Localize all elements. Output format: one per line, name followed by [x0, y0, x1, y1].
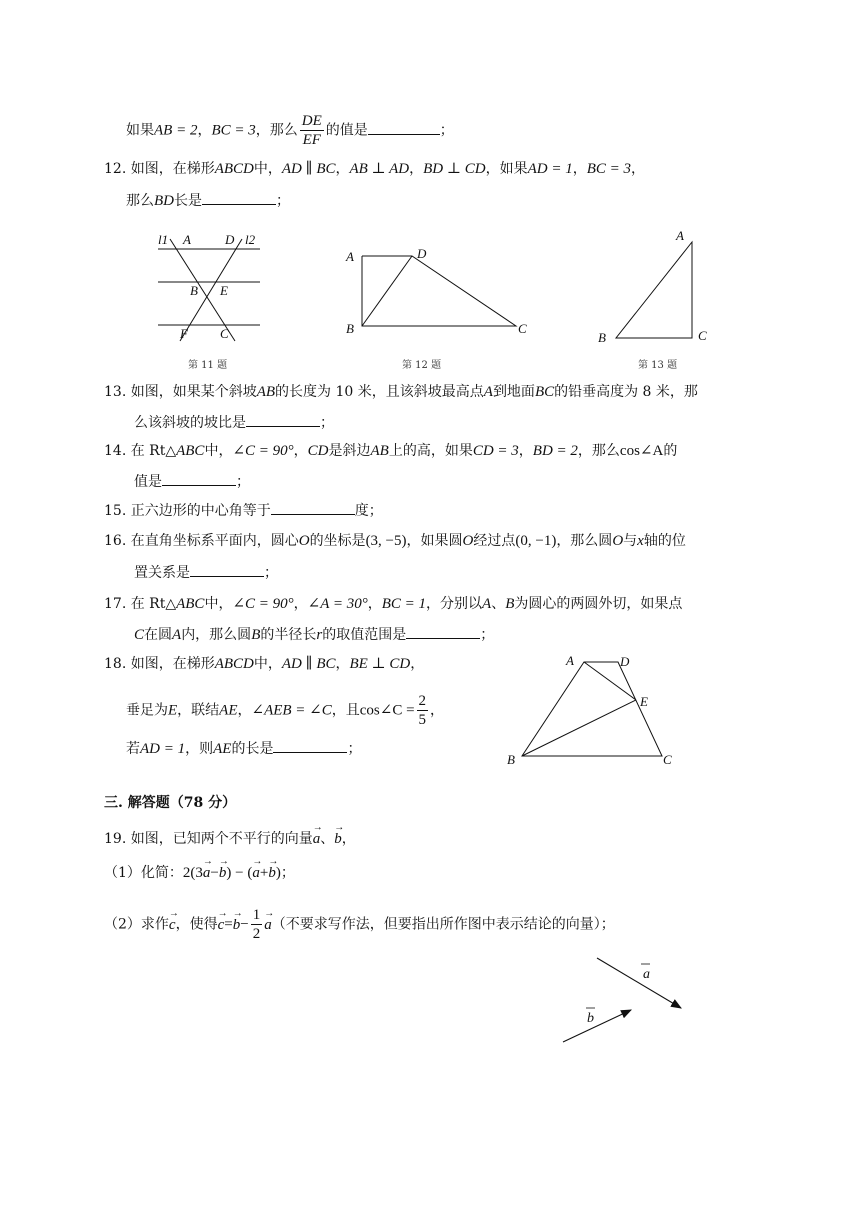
q14-var: ABC [176, 443, 205, 459]
q16-line1 [104, 531, 686, 551]
q17-var: ABC [176, 596, 205, 612]
q14-number: 14. [104, 443, 127, 459]
q18-text: 垂足为 [126, 702, 168, 719]
q18-expr: BE ⊥ CD [349, 656, 411, 672]
q13-text: 的铅垂高度为 8 米，那 [554, 384, 698, 400]
q12-end: ； [276, 193, 290, 209]
q17-text: 为圆心的两圆外切，如果点 [514, 596, 683, 612]
q18-sep: ， [430, 702, 445, 719]
q17-var: C [134, 627, 145, 643]
q12-var: ABCD [214, 161, 254, 177]
q11-expr-bc: BC = 3 [211, 122, 256, 139]
q18-sep: ， [335, 656, 350, 672]
q14-end: ； [236, 474, 250, 490]
q18-text: 若 [126, 741, 140, 757]
q18-text: 中， [253, 656, 282, 672]
q15-text: 度； [354, 503, 383, 519]
vector-a: → a [264, 915, 272, 935]
q14-text: 上的高，如果 [388, 443, 473, 459]
q16-text: 轴的位 [643, 533, 686, 549]
fig18-label: D [620, 654, 630, 669]
q12-line1 [104, 159, 645, 179]
q14-sep: ， [293, 443, 308, 459]
q13-answer-blank[interactable] [246, 412, 320, 427]
q16-text: ，如果圆 [406, 533, 463, 549]
fig18-label: A [566, 653, 574, 668]
q17-var: A [172, 627, 182, 643]
fig11-label: B [190, 283, 198, 298]
q17-text: 的半径长 [260, 627, 317, 643]
q17-sep: ， [293, 596, 308, 612]
q19-part1-label: （1）化简： [104, 865, 183, 881]
q11-fraction [300, 112, 324, 149]
q12-var: BD [154, 193, 174, 209]
q18-text: ，联结 [177, 702, 220, 719]
q11-frac-num: DE [301, 113, 322, 129]
q19-expr: − [210, 865, 219, 881]
q12-expr: AB ⊥ AD [349, 161, 410, 177]
q18-line3 [126, 738, 361, 759]
q11-frac-den: EF [302, 132, 321, 148]
q16-expr: (3, −5) [365, 533, 407, 549]
q19-part1 [104, 863, 295, 883]
q11-text3: 的值是 [325, 122, 368, 139]
fig19-label-b: b [587, 1011, 594, 1026]
q16-text: 的坐标是 [309, 533, 366, 549]
q18-var: ABCD [214, 656, 254, 672]
q18-end: ； [347, 741, 362, 757]
q17-var: r [316, 627, 323, 643]
q19-note: （不要求写作法，但要指出所作图中表示结论的向量）； [271, 916, 615, 933]
fig12-label: A [346, 249, 354, 264]
vector-b: → b [334, 829, 342, 849]
q17-text: 在 Rt△ [130, 596, 177, 612]
q19-sep: ， [341, 831, 356, 847]
q18-expr: ∠AEB = ∠C [251, 702, 332, 719]
fig11-label: l1 [158, 232, 169, 247]
q17-end: ； [480, 627, 495, 643]
q19-expr: + [259, 865, 269, 881]
q18-answer-blank[interactable] [273, 738, 347, 753]
q16-line2 [134, 562, 278, 583]
fig18-label: E [640, 694, 648, 709]
section-title: 三. 解答题（78 分） [104, 795, 237, 811]
q18-frac-num: 2 [418, 693, 427, 709]
figure-11 [150, 225, 270, 350]
q13-var: AB [256, 384, 276, 400]
q13-text: 么该斜坡的坡比是 [134, 415, 246, 431]
q16-text: 在直角坐标系平面内，圆心 [130, 533, 299, 549]
q12-text: 中， [253, 161, 282, 177]
q11-tail-line [126, 112, 454, 149]
vector-c: → c [218, 915, 225, 935]
q17-expr: BC = 1 [381, 596, 427, 612]
fig13-label: B [598, 330, 606, 345]
q12-expr: AD ∥ BC [281, 161, 336, 177]
q14-var: CD [307, 443, 329, 459]
vector-c: → c [169, 915, 176, 935]
q11-expr-ab: AB = 2 [154, 122, 198, 139]
figure-13 [592, 226, 722, 350]
q18-line1 [104, 654, 424, 674]
q18-text: 如图，在梯形 [130, 656, 215, 672]
q16-text: 与 [623, 533, 638, 549]
q16-text: 置关系是 [134, 565, 190, 581]
q13-text: 的长度为 10 米，且该斜坡最高点 [275, 384, 484, 400]
q15-number: 15. [104, 503, 127, 519]
q12-number: 12. [104, 161, 127, 177]
vector-b: → b [219, 863, 227, 883]
fig13-caption: 第 13 题 [638, 360, 678, 371]
q12-text: ，如果 [485, 161, 528, 177]
q13-line1 [104, 382, 698, 402]
q15-text: 正六边形的中心角等于 [130, 503, 271, 519]
figure-19 [555, 950, 695, 1050]
q14-text: 值是 [134, 474, 162, 490]
q12-expr: AD = 1 [527, 161, 573, 177]
q19-fraction [251, 906, 263, 943]
q12-text: 如图，在梯形 [130, 161, 215, 177]
figure-18 [500, 648, 690, 772]
fig11-caption: 第 11 题 [188, 360, 228, 371]
q13-end: ； [320, 415, 334, 431]
q12-expr: BC = 3 [586, 161, 632, 177]
q17-var: A [482, 596, 492, 612]
q18-var: AE [219, 702, 238, 719]
q19-expr: ) − ( [226, 865, 253, 881]
fig12-label: C [518, 321, 527, 336]
q18-var: E [168, 702, 178, 719]
q11-text2: ，那么 [255, 122, 298, 139]
q13-var: BC [534, 384, 555, 400]
q17-text: 的取值范围是 [322, 627, 407, 643]
q12-line2 [126, 190, 290, 211]
q13-number: 13. [104, 384, 127, 400]
q16-text: 经过点 [473, 533, 516, 549]
q14-text: 是斜边 [328, 443, 371, 459]
q11-sep: ， [197, 122, 212, 139]
q14-text: 在 Rt△ [130, 443, 177, 459]
q17-var: B [251, 627, 261, 643]
q14-expr: CD = 3 [472, 443, 519, 459]
q18-line2 [126, 692, 444, 729]
q14-text: 的 [663, 443, 678, 459]
vector-a: → a [252, 863, 260, 883]
q14-var: AB [370, 443, 389, 459]
q13-text: 到地面 [492, 384, 535, 400]
q18-text: ，且 [331, 702, 360, 719]
q14-text: 中， [204, 443, 233, 459]
q12-sep: ， [335, 161, 350, 177]
q11-text: 如果 [126, 122, 154, 139]
vector-a-arrow [597, 958, 681, 1008]
q12-answer-blank[interactable] [202, 190, 276, 205]
q17-expr: ∠C = 90° [232, 596, 294, 612]
q14-expr: ∠C = 90° [232, 443, 294, 459]
q15-line [104, 500, 383, 521]
fig11-label: A [183, 232, 191, 247]
fig12-label: D [417, 246, 427, 261]
q14-expr: BD = 2 [532, 443, 578, 459]
q19-sep: 、 [320, 831, 335, 847]
q11-answer-blank[interactable] [368, 120, 440, 135]
q17-sep: ， [367, 596, 382, 612]
q14-line1 [104, 441, 677, 461]
q17-answer-blank[interactable] [406, 624, 480, 639]
q17-var: B [505, 596, 515, 612]
q19-expr: − [240, 916, 249, 933]
q19-expr: ) [275, 865, 281, 881]
fig13-label: A [676, 228, 684, 243]
q13-line2 [134, 412, 334, 433]
q16-var: x [637, 533, 644, 549]
q12-sep: ， [631, 161, 646, 177]
fig11-label: F [180, 326, 188, 341]
fig18-label: B [507, 752, 515, 767]
q18-text: 的长是 [231, 741, 274, 757]
q19-frac-num: 1 [252, 907, 261, 923]
q16-text: ，那么圆 [556, 533, 613, 549]
q15-answer-blank[interactable] [271, 500, 355, 515]
q16-answer-blank[interactable] [190, 562, 264, 577]
q18-expr: AD = 1 [140, 741, 186, 757]
q18-frac-den: 5 [418, 712, 427, 728]
vector-a: → a [313, 829, 321, 849]
q17-text: 中， [204, 596, 233, 612]
q18-expr: AD ∥ BC [281, 656, 336, 672]
q14-expr: cos∠A [619, 443, 664, 459]
fig11-label: l2 [245, 232, 256, 247]
q18-number: 18. [104, 656, 127, 672]
q16-number: 16. [104, 533, 127, 549]
q19-part2-label: （2）求作 [104, 916, 169, 933]
q16-var: O [612, 533, 624, 549]
fig18-label: C [663, 752, 672, 767]
vector-b: → b [268, 863, 276, 883]
q19-part2 [104, 906, 615, 943]
fig13-label: C [698, 328, 707, 343]
q19-text: 如图，已知两个不平行的向量 [130, 831, 313, 847]
vector-b-arrow [563, 1010, 631, 1042]
q12-expr: BD ⊥ CD [423, 161, 486, 177]
q19-expr: = [224, 916, 233, 933]
q19-text: ，使得 [175, 916, 218, 933]
q19-line1 [104, 829, 356, 849]
q12-text: 那么 [126, 193, 154, 209]
q16-end: ； [264, 565, 278, 581]
q16-var: O [462, 533, 474, 549]
q17-text: 在圆 [144, 627, 173, 643]
q19-expr: 2(3 [182, 865, 203, 881]
q12-text: 长是 [174, 193, 202, 209]
q16-expr: (0, −1) [515, 533, 557, 549]
q14-answer-blank[interactable] [162, 471, 236, 486]
q14-sep: ， [518, 443, 533, 459]
fig11-label: C [220, 326, 229, 341]
q17-text: ，分别以 [426, 596, 483, 612]
q18-sep: ， [410, 656, 425, 672]
fig11-label: E [220, 283, 228, 298]
figure-12 [340, 240, 540, 350]
q19-end: ； [280, 865, 295, 881]
q18-text: ，则 [185, 741, 214, 757]
q14-text: ，那么 [577, 443, 620, 459]
q16-var: O [298, 533, 310, 549]
q19-frac-den: 2 [252, 926, 261, 942]
fig11-label: D [225, 232, 235, 247]
q18-fraction [417, 692, 429, 729]
fig12-caption: 第 12 题 [402, 360, 442, 371]
q19-number: 19. [104, 831, 127, 847]
q17-line2 [134, 624, 494, 645]
vector-b: → b [233, 915, 241, 935]
q18-expr: cos∠C = [359, 702, 415, 719]
q17-line1 [104, 594, 682, 614]
q14-line2 [134, 471, 250, 492]
q17-expr: ∠A = 30° [307, 596, 368, 612]
q17-text: 、 [491, 596, 506, 612]
q17-text: 内，那么圆 [181, 627, 252, 643]
q12-sep: ， [572, 161, 587, 177]
q18-text: ， [237, 702, 252, 719]
fig19-label-a: a [643, 967, 650, 982]
q18-var: AE [213, 741, 232, 757]
q12-sep: ， [409, 161, 424, 177]
vector-a: → a [203, 863, 211, 883]
q17-number: 17. [104, 596, 127, 612]
q13-var: A [483, 384, 493, 400]
fig12-label: B [346, 321, 354, 336]
q13-text: 如图，如果某个斜坡 [130, 384, 257, 400]
q11-end: ； [439, 122, 454, 139]
